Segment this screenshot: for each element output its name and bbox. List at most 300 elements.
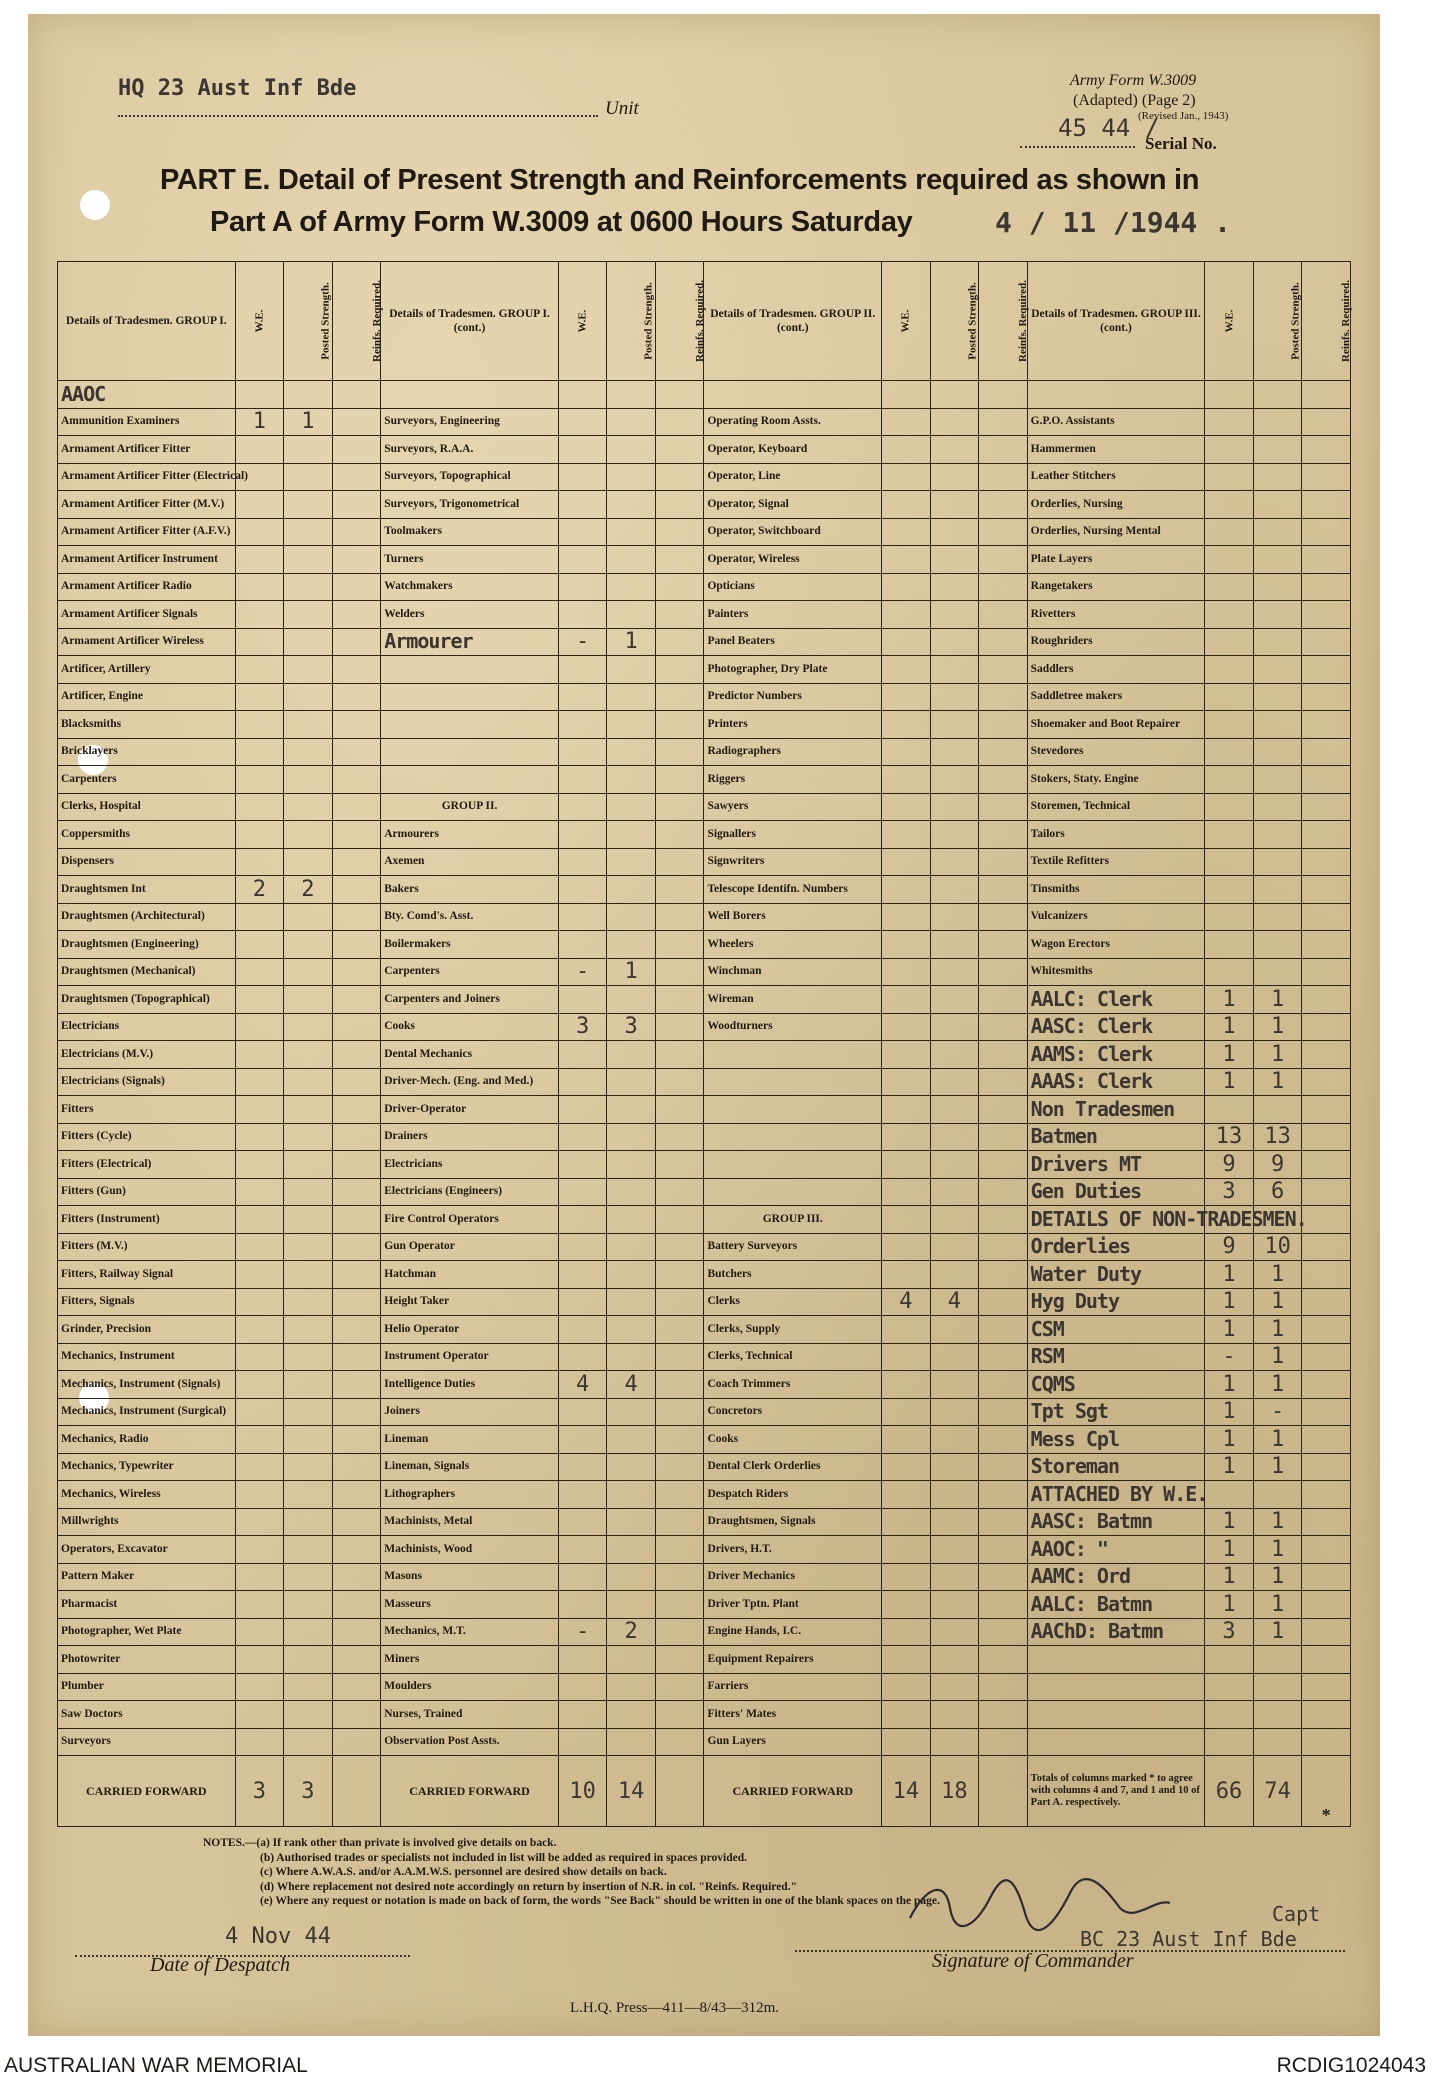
trade-posted	[1253, 683, 1302, 711]
trade-reinfs	[332, 518, 381, 546]
trade-posted	[284, 1288, 333, 1316]
trade-we: 1	[1205, 1508, 1254, 1536]
trade-name: Stevedores	[1027, 738, 1205, 766]
trade-reinfs	[332, 1673, 381, 1701]
trade-we	[558, 1481, 607, 1509]
trade-posted	[284, 793, 333, 821]
trade-posted	[284, 1563, 333, 1591]
trade-name: Clerks, Supply	[704, 1316, 882, 1344]
trade-reinfs	[332, 1618, 381, 1646]
trade-name: Carpenters and Joiners	[381, 986, 559, 1014]
serial-line	[1020, 146, 1135, 148]
trade-we	[1205, 628, 1254, 656]
trade-posted: 3	[607, 1013, 656, 1041]
trade-name: Surveyors, Trigonometrical	[381, 491, 559, 519]
trade-reinfs	[332, 738, 381, 766]
trade-name: Shoemaker and Boot Repairer	[1027, 711, 1205, 739]
trade-posted	[607, 1041, 656, 1069]
trade-we	[1205, 793, 1254, 821]
trade-name: Electricians (Engineers)	[381, 1178, 559, 1206]
trade-we	[235, 546, 284, 574]
trade-name: Operators, Excavator	[58, 1536, 236, 1564]
trade-posted	[284, 766, 333, 794]
trade-reinfs	[979, 1288, 1028, 1316]
trade-name: Dental Mechanics	[381, 1041, 559, 1069]
trade-name: Operator, Wireless	[704, 546, 882, 574]
trade-we	[1205, 601, 1254, 629]
trade-posted	[284, 1673, 333, 1701]
trade-we	[235, 1481, 284, 1509]
trade-we	[558, 821, 607, 849]
trade-name: AAMC: Ord	[1027, 1563, 1205, 1591]
trade-posted	[607, 1453, 656, 1481]
table-row	[58, 573, 1351, 601]
trade-reinfs	[979, 931, 1028, 959]
trade-name	[704, 1068, 882, 1096]
trade-reinfs	[1302, 958, 1351, 986]
trade-reinfs	[332, 821, 381, 849]
trade-reinfs	[655, 1343, 704, 1371]
trade-reinfs	[979, 683, 1028, 711]
trade-we	[1205, 876, 1254, 904]
trade-posted	[930, 683, 979, 711]
trade-name: Surveyors, Topographical	[381, 463, 559, 491]
trade-we	[1205, 381, 1254, 409]
trade-name: Panel Beaters	[704, 628, 882, 656]
trade-posted	[607, 1563, 656, 1591]
trade-name	[704, 1178, 882, 1206]
trade-we	[558, 1206, 607, 1234]
trade-name: AAChD: Batmn	[1027, 1618, 1205, 1646]
trade-reinfs	[332, 1591, 381, 1619]
total-star: *	[1302, 1756, 1351, 1827]
trade-name	[1027, 381, 1205, 409]
trade-we	[235, 711, 284, 739]
trade-we	[558, 848, 607, 876]
trade-we	[1205, 1096, 1254, 1124]
trade-posted	[607, 683, 656, 711]
trade-posted	[284, 1398, 333, 1426]
trade-reinfs	[332, 463, 381, 491]
trade-name: Pattern Maker	[58, 1563, 236, 1591]
trade-we	[235, 1591, 284, 1619]
trade-reinfs	[979, 1673, 1028, 1701]
trade-posted	[1253, 1096, 1302, 1124]
trade-reinfs	[1302, 1233, 1351, 1261]
trade-posted	[284, 1013, 333, 1041]
signature-rank: Capt	[1272, 1902, 1321, 1926]
trade-name: Painters	[704, 601, 882, 629]
trade-name: Fitters (Electrical)	[58, 1151, 236, 1179]
trade-name: Instrument Operator	[381, 1343, 559, 1371]
trade-name: Mechanics, M.T.	[381, 1618, 559, 1646]
trade-name: Storeman	[1027, 1453, 1205, 1481]
table-row	[58, 1673, 1351, 1701]
table-row	[58, 491, 1351, 519]
trade-name: Armament Artificer Fitter (Electrical)	[58, 463, 236, 491]
trade-we	[235, 436, 284, 464]
trade-name: Driver-Operator	[381, 1096, 559, 1124]
header-posted: Posted Strength.	[643, 282, 656, 360]
trade-we	[882, 1151, 931, 1179]
trade-name: Clerks, Hospital	[58, 793, 236, 821]
table-row	[58, 1563, 1351, 1591]
trade-name: Surveyors, R.A.A.	[381, 436, 559, 464]
trade-posted	[930, 1233, 979, 1261]
trade-reinfs	[979, 546, 1028, 574]
table-row	[58, 903, 1351, 931]
signature-unit: BC 23 Aust Inf Bde	[1080, 1927, 1297, 1951]
trade-reinfs	[332, 1068, 381, 1096]
trade-posted	[284, 1233, 333, 1261]
trade-we	[558, 1701, 607, 1729]
table-row	[58, 1481, 1351, 1509]
trade-reinfs	[1302, 1673, 1351, 1701]
trade-posted	[930, 1701, 979, 1729]
trade-reinfs	[655, 1508, 704, 1536]
trade-we	[235, 903, 284, 931]
trade-posted	[284, 1618, 333, 1646]
trade-we	[235, 1343, 284, 1371]
trade-name: Well Borers	[704, 903, 882, 931]
trade-reinfs	[979, 656, 1028, 684]
trade-reinfs	[1302, 601, 1351, 629]
trade-name: Mechanics, Instrument (Surgical)	[58, 1398, 236, 1426]
table-row	[58, 1398, 1351, 1426]
trade-name: Radiographers	[704, 738, 882, 766]
trade-posted: 1	[607, 958, 656, 986]
header-group-1-cont: Details of Tradesmen. GROUP I. (cont.)	[381, 262, 559, 381]
trade-reinfs	[332, 1563, 381, 1591]
trade-we	[882, 1041, 931, 1069]
trade-we	[1205, 436, 1254, 464]
table-row	[58, 931, 1351, 959]
trade-we	[235, 766, 284, 794]
trade-we	[235, 1563, 284, 1591]
trade-posted	[284, 1206, 333, 1234]
trade-reinfs	[332, 1536, 381, 1564]
trade-name: Orderlies	[1027, 1233, 1205, 1261]
trade-reinfs	[655, 1261, 704, 1289]
trade-reinfs	[1302, 1316, 1351, 1344]
trade-reinfs	[332, 1096, 381, 1124]
trade-we	[558, 656, 607, 684]
trade-posted: 4	[607, 1371, 656, 1399]
trade-posted	[607, 408, 656, 436]
cf-g3-ps: 18	[930, 1756, 979, 1827]
trade-we	[882, 1481, 931, 1509]
trade-we	[1205, 1701, 1254, 1729]
note-b: (b) Authorised trades or specialists not included in list will be added as required in spaces provided.	[260, 1851, 748, 1864]
trade-posted	[607, 848, 656, 876]
header-we: W.E.	[1223, 309, 1236, 333]
trade-we	[882, 463, 931, 491]
trade-we	[558, 1151, 607, 1179]
trade-reinfs	[1302, 876, 1351, 904]
trade-name: Fitters, Signals	[58, 1288, 236, 1316]
table-row	[58, 711, 1351, 739]
trade-we	[235, 1701, 284, 1729]
trade-we: 1	[1205, 1261, 1254, 1289]
trade-posted	[930, 876, 979, 904]
trade-posted	[607, 1123, 656, 1151]
strength-table	[57, 261, 1351, 1827]
trade-posted: 1	[1253, 1591, 1302, 1619]
trade-reinfs	[1302, 1013, 1351, 1041]
trade-reinfs	[655, 1728, 704, 1756]
trade-reinfs	[655, 1316, 704, 1344]
trade-posted: 1	[1253, 1316, 1302, 1344]
trade-reinfs	[1302, 793, 1351, 821]
trade-reinfs	[332, 601, 381, 629]
trade-reinfs	[1302, 1591, 1351, 1619]
unit-value: HQ 23 Aust Inf Bde	[118, 76, 357, 101]
trade-posted	[930, 711, 979, 739]
trade-posted	[930, 628, 979, 656]
trade-posted	[930, 821, 979, 849]
trade-posted	[607, 1481, 656, 1509]
trade-posted	[1253, 628, 1302, 656]
trade-posted	[607, 1728, 656, 1756]
trade-name: Wheelers	[704, 931, 882, 959]
trade-name: Machinists, Metal	[381, 1508, 559, 1536]
trade-posted: 1	[1253, 1426, 1302, 1454]
table-row	[58, 518, 1351, 546]
trade-we: 3	[1205, 1178, 1254, 1206]
trade-reinfs	[332, 903, 381, 931]
trade-name: Carpenters	[58, 766, 236, 794]
trade-we	[235, 1673, 284, 1701]
trade-we	[558, 931, 607, 959]
trade-name: Watchmakers	[381, 573, 559, 601]
trade-we: -	[558, 1618, 607, 1646]
trade-name: Tpt Sgt	[1027, 1398, 1205, 1426]
trade-reinfs	[655, 1453, 704, 1481]
trade-we	[558, 738, 607, 766]
trade-reinfs	[655, 848, 704, 876]
trade-reinfs	[655, 1481, 704, 1509]
trade-name: Toolmakers	[381, 518, 559, 546]
trade-name: Wireman	[704, 986, 882, 1014]
trade-reinfs	[1302, 1618, 1351, 1646]
carried-forward-row	[58, 1756, 1351, 1827]
trade-posted	[284, 1041, 333, 1069]
trade-we	[558, 1123, 607, 1151]
trade-reinfs	[1302, 931, 1351, 959]
trade-posted	[284, 1426, 333, 1454]
trade-reinfs	[979, 1178, 1028, 1206]
trade-we	[558, 1316, 607, 1344]
trade-reinfs	[979, 1261, 1028, 1289]
trade-name: Equipment Repairers	[704, 1646, 882, 1674]
trade-name: Surveyors, Engineering	[381, 408, 559, 436]
table-row	[58, 1728, 1351, 1756]
trade-we	[882, 1013, 931, 1041]
trade-reinfs	[1302, 518, 1351, 546]
trade-we	[235, 848, 284, 876]
trade-name: Ammunition Examiners	[58, 408, 236, 436]
trade-reinfs	[1302, 1041, 1351, 1069]
trade-we	[882, 1508, 931, 1536]
trade-name: Carpenters	[381, 958, 559, 986]
trade-posted	[284, 1453, 333, 1481]
header-reinfs: Reinfs. Required.	[1340, 280, 1353, 362]
trade-we	[1205, 903, 1254, 931]
trade-name	[1027, 1701, 1205, 1729]
trade-posted	[930, 463, 979, 491]
trade-posted	[607, 518, 656, 546]
trade-posted	[930, 931, 979, 959]
trade-posted	[284, 1178, 333, 1206]
archive-caption-left: AUSTRALIAN WAR MEMORIAL	[4, 2054, 308, 2077]
army-form-label: Army Form W.3009	[1070, 72, 1197, 89]
trade-posted	[284, 821, 333, 849]
trade-reinfs	[979, 1343, 1028, 1371]
trade-posted	[930, 1481, 979, 1509]
trade-posted	[284, 1261, 333, 1289]
trade-we: 1	[235, 408, 284, 436]
trade-reinfs	[979, 1151, 1028, 1179]
trade-reinfs	[332, 1316, 381, 1344]
table-row	[58, 1261, 1351, 1289]
trade-we	[235, 1233, 284, 1261]
table-row	[58, 381, 1351, 409]
trade-reinfs	[1302, 683, 1351, 711]
trade-reinfs	[1302, 1261, 1351, 1289]
trade-posted	[1253, 711, 1302, 739]
trade-reinfs	[655, 1123, 704, 1151]
trade-posted: 1	[1253, 1371, 1302, 1399]
trade-posted	[930, 848, 979, 876]
trade-name: Orderlies, Nursing	[1027, 491, 1205, 519]
header-posted: Posted Strength.	[319, 282, 332, 360]
trade-name: Fitters' Mates	[704, 1701, 882, 1729]
trade-posted	[284, 958, 333, 986]
trade-posted	[607, 1206, 656, 1234]
trade-we	[1205, 518, 1254, 546]
trade-name: G.P.O. Assistants	[1027, 408, 1205, 436]
trade-we	[1205, 738, 1254, 766]
trade-we	[1205, 931, 1254, 959]
trade-we	[235, 1426, 284, 1454]
trade-reinfs	[655, 766, 704, 794]
trade-name	[704, 381, 882, 409]
trade-we	[882, 573, 931, 601]
trade-name	[381, 766, 559, 794]
trade-reinfs	[332, 1646, 381, 1674]
trade-we	[558, 1536, 607, 1564]
table-row	[58, 1288, 1351, 1316]
trade-reinfs	[979, 903, 1028, 931]
table-row	[58, 986, 1351, 1014]
trade-we	[558, 1591, 607, 1619]
trade-name: Fitters (Gun)	[58, 1178, 236, 1206]
trade-posted	[607, 1178, 656, 1206]
trade-name: Cooks	[381, 1013, 559, 1041]
trade-name: Operating Room Assts.	[704, 408, 882, 436]
trade-reinfs	[332, 1123, 381, 1151]
trade-we	[558, 381, 607, 409]
trade-name: Mechanics, Typewriter	[58, 1453, 236, 1481]
trade-reinfs	[979, 628, 1028, 656]
trade-reinfs	[655, 711, 704, 739]
trade-reinfs	[655, 463, 704, 491]
trade-posted: -	[1253, 1398, 1302, 1426]
trade-reinfs	[979, 1041, 1028, 1069]
trade-we	[558, 1453, 607, 1481]
trade-we: 1	[1205, 1316, 1254, 1344]
header-posted: Posted Strength.	[966, 282, 979, 360]
trade-we	[882, 738, 931, 766]
trade-name: Engine Hands, I.C.	[704, 1618, 882, 1646]
trade-reinfs	[332, 766, 381, 794]
trade-name: RSM	[1027, 1343, 1205, 1371]
trade-reinfs	[1302, 738, 1351, 766]
trade-we	[558, 711, 607, 739]
trade-reinfs	[655, 408, 704, 436]
trade-reinfs	[655, 1426, 704, 1454]
table-row	[58, 1316, 1351, 1344]
trade-name: Plumber	[58, 1673, 236, 1701]
adapted-label: (Adapted) (Page 2)	[1073, 92, 1196, 109]
trade-name: Hyg Duty	[1027, 1288, 1205, 1316]
trade-reinfs	[332, 1041, 381, 1069]
header-we: W.E.	[253, 309, 266, 333]
trade-posted	[607, 1646, 656, 1674]
unit-label: Unit	[605, 98, 639, 119]
trade-name: Drivers MT	[1027, 1151, 1205, 1179]
trade-posted	[607, 1508, 656, 1536]
serial-label: Serial No.	[1145, 134, 1217, 153]
trade-posted	[930, 766, 979, 794]
trade-we	[1205, 1728, 1254, 1756]
trade-we	[882, 931, 931, 959]
table-row	[58, 1123, 1351, 1151]
cf-g2-ps: 14	[607, 1756, 656, 1827]
trade-reinfs	[979, 436, 1028, 464]
trade-we	[882, 491, 931, 519]
trade-name: Draughtsmen Int	[58, 876, 236, 904]
trade-reinfs	[655, 1618, 704, 1646]
trade-posted	[284, 1343, 333, 1371]
trade-reinfs	[655, 518, 704, 546]
trade-we	[235, 1316, 284, 1344]
trade-we	[882, 601, 931, 629]
trade-name: Stokers, Staty. Engine	[1027, 766, 1205, 794]
archive-caption-right: RCDIG1024043	[1276, 2054, 1426, 2077]
trade-name: Operator, Switchboard	[704, 518, 882, 546]
trade-posted	[284, 1151, 333, 1179]
trade-we	[558, 1178, 607, 1206]
trade-name: Draughtsmen (Engineering)	[58, 931, 236, 959]
trade-reinfs	[332, 1701, 381, 1729]
trade-we: 1	[1205, 1041, 1254, 1069]
trade-we: 3	[558, 1013, 607, 1041]
trade-posted	[607, 601, 656, 629]
trade-name: Signallers	[704, 821, 882, 849]
table-row	[58, 793, 1351, 821]
trade-reinfs	[979, 766, 1028, 794]
trade-name: Dental Clerk Orderlies	[704, 1453, 882, 1481]
trade-name: Rivetters	[1027, 601, 1205, 629]
trade-we	[558, 1261, 607, 1289]
trade-posted	[607, 931, 656, 959]
trade-name: Height Taker	[381, 1288, 559, 1316]
trade-posted	[284, 738, 333, 766]
trade-name: Welders	[381, 601, 559, 629]
trade-reinfs	[655, 1206, 704, 1234]
trade-reinfs	[979, 793, 1028, 821]
